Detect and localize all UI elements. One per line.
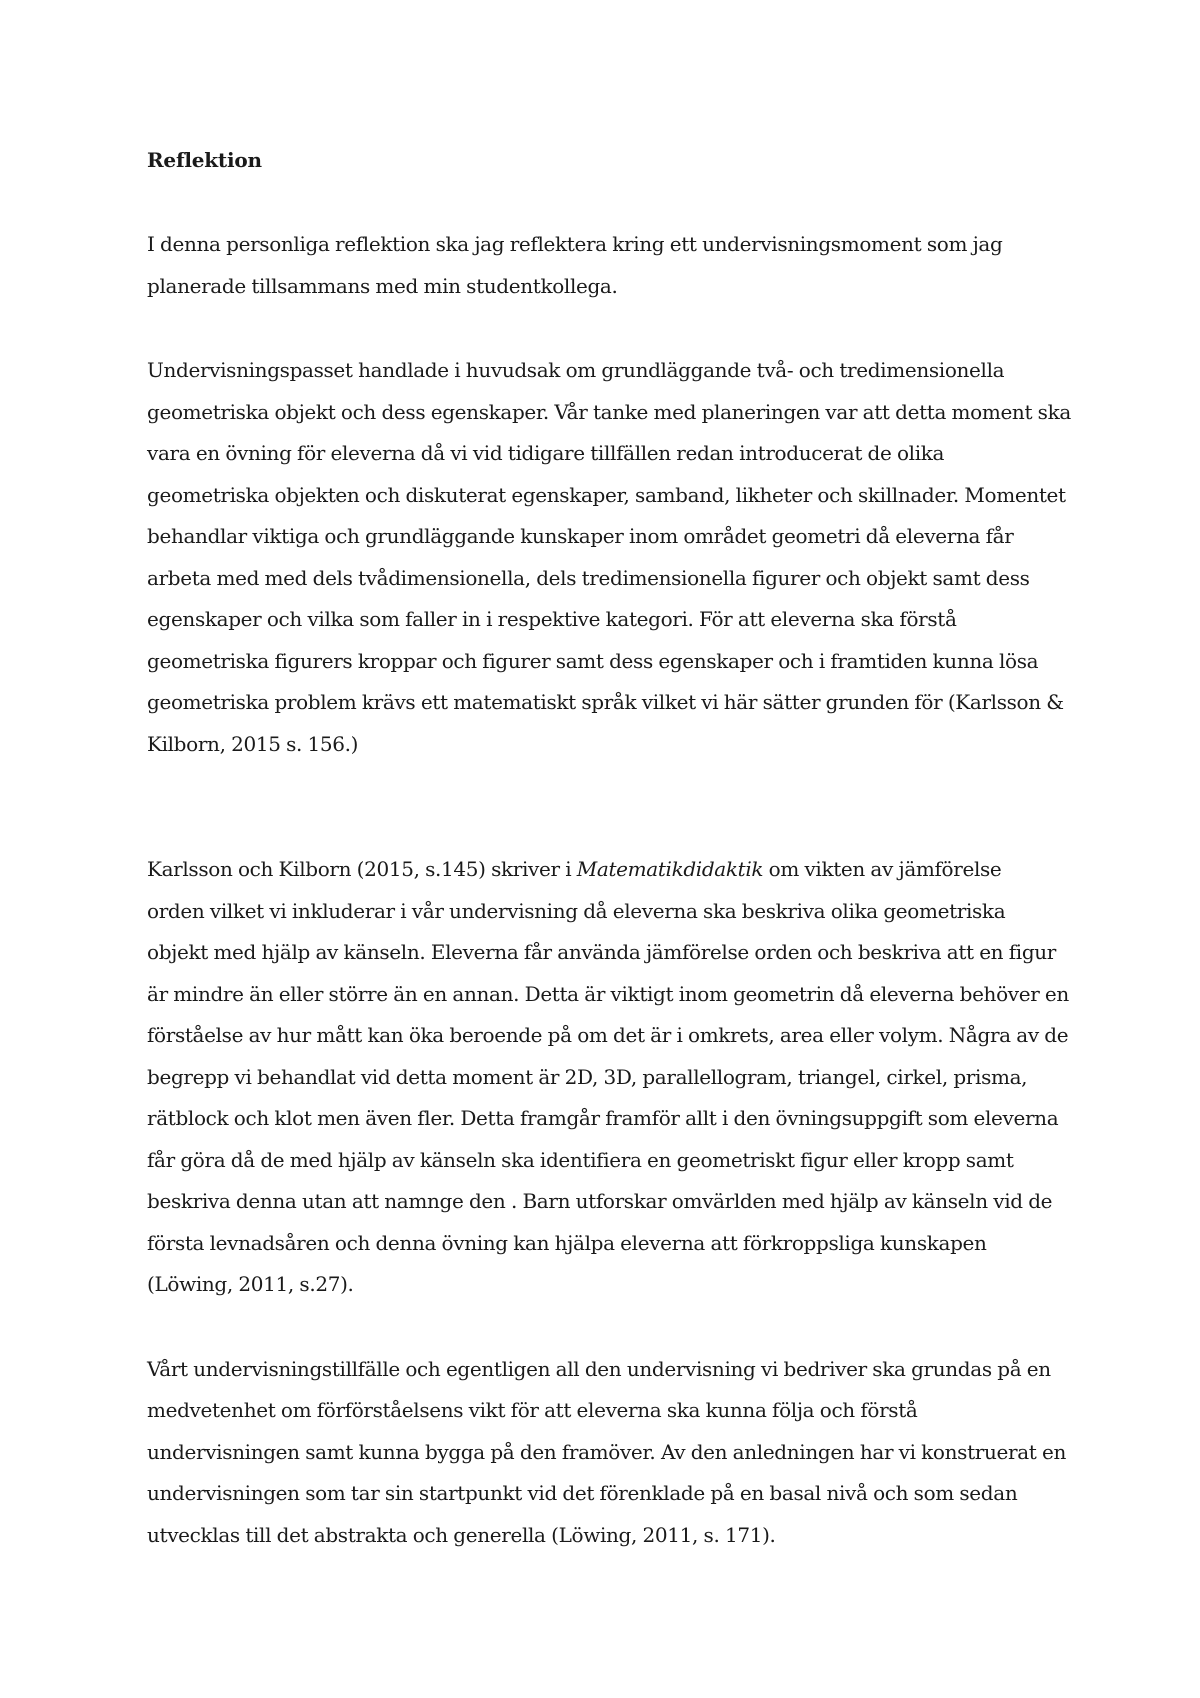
text-line: beskriva denna utan att namnge den . Barn utforskar omvärlden med hjälp av känseln vid de (147, 1189, 1053, 1213)
text-line: får göra då de med hjälp av känseln ska identifiera en geometriskt figur eller kropp samt (147, 1147, 1014, 1172)
text-line: förståelse av hur mått kan öka beroende på om det är i omkrets, area eller volym. Några av de (147, 1023, 1069, 1047)
paragraph-prior-understanding (147, 1349, 1067, 1557)
paragraph-intro (147, 224, 1067, 307)
text-line: (Löwing, 2011, s.27). (147, 1272, 354, 1296)
text-line: undervisningen samt kunna bygga på den framöver. Av den anledningen har vi konstruerat en (147, 1439, 1066, 1464)
text-line (147, 849, 1067, 891)
text-line: första levnadsåren och denna övning kan hjälpa eleverna att förkroppsliga kunskapen (147, 1230, 987, 1255)
paragraph-lesson-description (147, 350, 1071, 765)
text-line: undervisningen som tar sin startpunkt vid det förenklade på en basal nivå och som sedan (147, 1481, 1018, 1505)
text-line: I denna personliga reflektion ska jag reflektera kring ett undervisningsmoment som jag (147, 232, 1003, 256)
text-line: vara en övning för eleverna då vi vid tidigare tillfällen redan introducerat de olika (147, 441, 945, 465)
text-line: geometriska objekten och diskuterat egenskaper, samband, likheter och skillnader. Momentet (147, 482, 1066, 507)
text-line: är mindre än eller större än en annan. Detta är viktigt inom geometrin då eleverna behöver en (147, 981, 1069, 1006)
text-line: arbeta med med dels tvådimensionella, dels tredimensionella figurer och objekt samt dess (147, 565, 1030, 590)
paragraph-comparison-words (147, 849, 1067, 1306)
text-segment: Karlsson och Kilborn (2015, s.145) skriver i (147, 857, 577, 881)
text-line: Vårt undervisningstillfälle och egentligen all den undervisning vi bedriver ska grundas på en (147, 1356, 1051, 1381)
text-line: medvetenhet om förförståelsens vikt för att eleverna ska kunna följa och förstå (147, 1398, 918, 1422)
text-line: Kilborn, 2015 s. 156.) (147, 731, 359, 756)
text-line: planerade tillsammans med min studentkollega. (147, 273, 618, 298)
text-line: objekt med hjälp av känseln. Eleverna får använda jämförelse orden och beskriva att en figur (147, 940, 1057, 964)
text-segment: om vikten av jämförelse (763, 857, 1002, 881)
text-line: rätblock och klot men även fler. Detta framgår framför allt i den övningsuppgift som eleverna (147, 1106, 1059, 1130)
book-title: Matematikdidaktik (576, 857, 764, 881)
text-line: geometriska objekt och dess egenskaper. Vår tanke med planeringen var att detta moment ska (147, 399, 1071, 424)
text-line: orden vilket vi inkluderar i vår undervisning då eleverna ska beskriva olika geometriska (147, 898, 1006, 923)
text-line: geometriska figurers kroppar och figurer samt dess egenskaper och i framtiden kunna lösa (147, 648, 1039, 673)
text-line: geometriska problem krävs ett matematiskt språk vilket vi här sätter grunden för (Karlsson & (147, 690, 1064, 714)
text-line: begrepp vi behandlat vid detta moment är 2D, 3D, parallellogram, triangel, cirkel, prisma, (147, 1064, 1028, 1089)
text-line: Undervisningspasset handlade i huvudsak om grundläggande två- och tredimensionella (147, 358, 1005, 382)
document-heading: Reflektion (147, 148, 262, 172)
text-line: behandlar viktiga och grundläggande kunskaper inom området geometri då eleverna får (147, 524, 1014, 548)
text-line: egenskaper och vilka som faller in i respektive kategori. För att eleverna ska förstå (147, 607, 957, 631)
text-line: utvecklas till det abstrakta och generella (Löwing, 2011, s. 171). (147, 1522, 776, 1547)
document-page (147, 140, 1071, 1556)
